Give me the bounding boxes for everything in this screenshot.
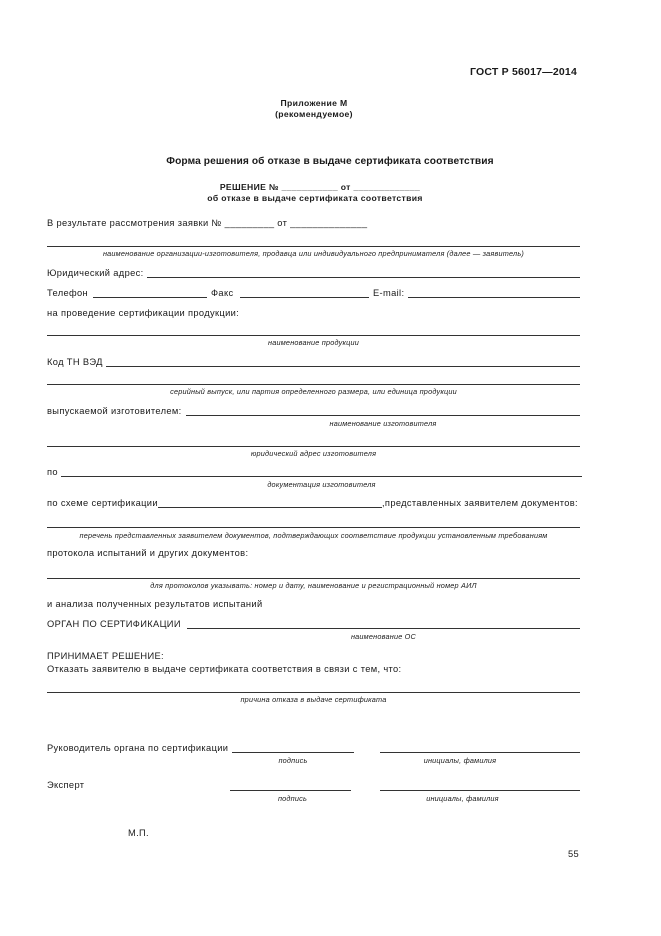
phone-line — [93, 297, 207, 298]
form-title: Форма решения об отказе в выдаче сертификата соответствия — [166, 156, 494, 167]
certification-body-label: ОРГАН ПО СЕРТИФИКАЦИИ — [47, 619, 181, 629]
applicant-caption: наименование организации-изготовителя, продавца или индивидуального предпринимателя (далее — заявитель) — [102, 249, 525, 258]
analysis-label: и анализа полученных результатов испытаний — [47, 599, 263, 609]
appendix-title: Приложение М — [280, 98, 348, 108]
decision-subtitle: об отказе в выдаче сертификата соответствия — [207, 193, 423, 203]
submitted-docs-caption: перечень представленных заявителем документов, подтверждающих соответствие продукции установленным требованиям — [79, 531, 548, 540]
docs-caption: документация изготовителя — [267, 480, 376, 489]
decision-number-line: РЕШЕНИЕ № ___________ от _____________ — [219, 182, 421, 192]
expert-name-line — [380, 790, 580, 791]
refuse-label: Отказать заявителю в выдаче сертификата соответствия в связи с тем, что: — [47, 664, 402, 674]
decides-label: ПРИНИМАЕТ РЕШЕНИЕ: — [47, 651, 164, 661]
phone-label: Телефон — [47, 288, 89, 298]
by-label: по — [47, 467, 58, 477]
review-line: В результате рассмотрения заявки № _________ от ______________ — [47, 218, 368, 228]
product-caption: наименование продукции — [268, 338, 359, 347]
expert-signature-caption: подпись — [277, 794, 308, 803]
expert-signature-line — [230, 790, 351, 791]
page-number: 55 — [568, 849, 580, 859]
legal-address-line — [147, 277, 580, 278]
legal-address-label: Юридический адрес: — [47, 268, 144, 278]
protocol-label: протокола испытаний и других документов: — [47, 548, 249, 558]
fax-line — [240, 297, 369, 298]
applicant-line — [47, 246, 580, 247]
batch-caption: серийный выпуск, или партия определенного размера, или единица продукции — [170, 387, 457, 396]
certification-body-line — [187, 628, 580, 629]
standard-number: ГОСТ Р 56017—2014 — [470, 66, 578, 78]
tn-ved-label: Код ТН ВЭД — [47, 357, 103, 367]
scheme-line — [158, 507, 382, 508]
expert-name-caption: инициалы, фамилия — [426, 794, 499, 803]
scheme-label: по схеме сертификации — [47, 498, 158, 508]
protocol-line — [47, 578, 580, 579]
email-line — [408, 297, 580, 298]
product-line — [47, 335, 580, 336]
scheme-suffix: ,представленных заявителем документов: — [382, 498, 578, 508]
manufacturer-label: выпускаемой изготовителем: — [47, 406, 182, 416]
appendix-subtitle: (рекомендуемое) — [275, 109, 353, 119]
head-signature-line — [232, 752, 354, 753]
head-name-caption: инициалы, фамилия — [423, 756, 497, 765]
address-caption: юридический адрес изготовителя — [250, 449, 377, 458]
head-name-line — [380, 752, 580, 753]
head-signature-caption: подпись — [278, 756, 308, 765]
email-label: E-mail: — [373, 288, 405, 298]
fax-label: Факс — [211, 288, 234, 298]
body-caption: наименование ОС — [350, 632, 417, 641]
manufacturer-address-line — [47, 446, 580, 447]
submitted-docs-line — [47, 527, 580, 528]
docs-line — [61, 476, 582, 477]
manufacturer-caption: наименование изготовителя — [329, 419, 437, 428]
tn-ved-line — [106, 366, 580, 367]
batch-line — [47, 384, 580, 385]
stamp-label: М.П. — [128, 828, 149, 838]
protocol-caption: для протоколов указывать: номер и дату, наименование и регистрационный номер АИЛ — [150, 581, 477, 590]
reason-line — [47, 692, 580, 693]
certification-for-label: на проведение сертификации продукции: — [47, 308, 240, 318]
head-signature-label: Руководитель органа по сертификации — [47, 743, 229, 753]
manufacturer-line — [186, 415, 580, 416]
expert-label: Эксперт — [47, 780, 85, 790]
reason-caption: причина отказа в выдаче сертификата — [240, 695, 387, 704]
